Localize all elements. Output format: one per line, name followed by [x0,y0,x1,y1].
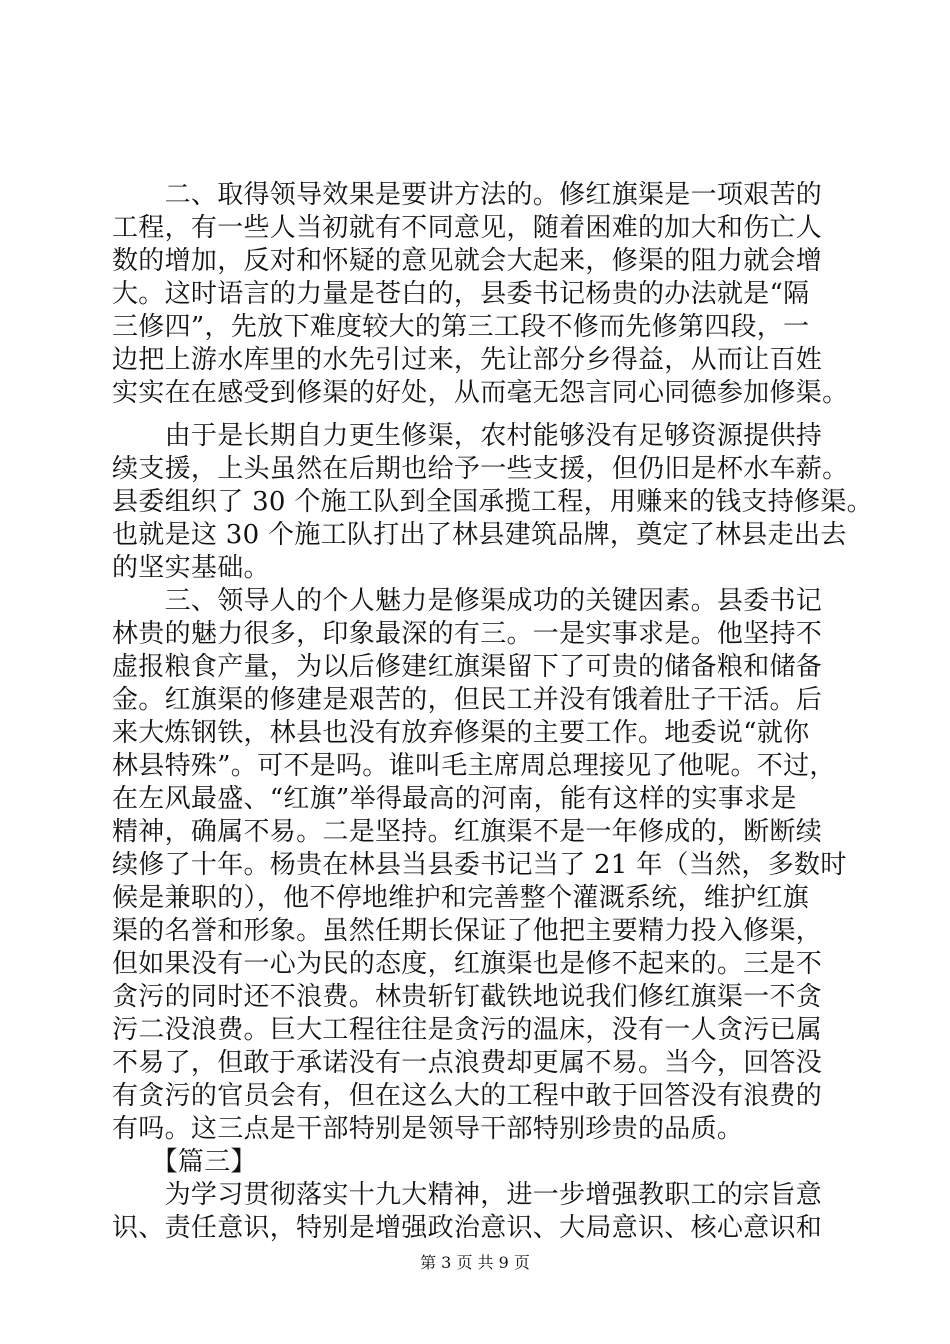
text-line: 林县特殊”。可不是吗。谁叫毛主席周总理接见了他呢。不过， [112,751,836,781]
text-line: 来大炼钢铁，林县也没有放弃修渠的主要工作。地委说“就你 [112,718,810,748]
text-line: 有贪污的官员会有，但在这么大的工程中敢于回答没有浪费的 [112,1081,823,1111]
text-line: 县委组织了 30 个施工队到全国承揽工程，用赚来的钱支持修渠。 [112,487,873,517]
text-line: 贪污的同时还不浪费。林贵斩钉截铁地说我们修红旗渠一不贪 [112,982,823,1012]
text-line: 渠的名誉和形象。虽然任期长保证了他把主要精力投入修渠， [112,916,823,946]
section-heading: 【篇三】 [112,1147,257,1177]
text-line: 三修四”，先放下难度较大的第三工段不修而先修第四段，一 [112,312,810,342]
text-line: 为学习贯彻落实十九大精神，进一步增强教职工的宗旨意 [112,1180,823,1210]
text-line: 的坚实基础。 [112,553,270,583]
text-line: 也就是这 30 个施工队打出了林县建筑品牌，奠定了林县走出去 [112,520,847,550]
text-line: 三、领导人的个人魅力是修渠成功的关键因素。县委书记 [112,586,823,616]
paragraph-charisma [112,585,847,1245]
text-line: 有吗。这三点是干部特别是领导干部特别珍贵的品质。 [112,1114,744,1144]
text-line: 不易了，但敢于承诺没有一点浪费却更属不易。当今，回答没 [112,1048,823,1078]
text-line: 数的增加，反对和怀疑的意见就会大起来，修渠的阻力就会增 [112,246,823,276]
text-line: 但如果没有一心为民的态度，红旗渠也是修不起来的。三是不 [112,949,823,979]
text-line: 二、取得领导效果是要讲方法的。修红旗渠是一项艰苦的 [112,180,823,210]
text-line: 续支援，上头虽然在后期也给予一些支援，但仍旧是杯水车薪。 [112,454,849,484]
text-line: 续修了十年。杨贵在林县当县委书记当了 21 年（当然，多数时 [112,850,847,880]
text-line: 精神，确属不易。二是坚持。红旗渠不是一年修成的，断断续 [112,817,823,847]
text-line: 实实在在感受到修渠的好处，从而毫无怨言同心同德参加修渠。 [112,378,849,408]
text-line: 林贵的魅力很多，印象最深的有三。一是实事求是。他坚持不 [112,619,823,649]
text-line: 候是兼职的），他不停地维护和完善整个灌溉系统，维护红旗 [112,883,810,913]
text-line: 边把上游水库里的水先引过来，先让部分乡得益，从而让百姓 [112,345,823,375]
paragraph-methods [112,179,849,410]
paragraph-funding [112,420,873,585]
page-number-footer: 第 3 页 共 9 页 [420,1253,530,1272]
text-line: 在左风最盛、“红旗”举得最高的河南，能有这样的实事求是 [112,784,797,814]
text-line: 工程，有一些人当初就有不同意见，随着困难的加大和伤亡人 [112,213,823,243]
text-line: 金。红旗渠的修建是艰苦的，但民工并没有饿着肚子干活。后 [112,685,823,715]
text-line: 由于是长期自力更生修渠，农村能够没有足够资源提供持 [112,421,823,451]
text-line: 大。这时语言的力量是苍白的，县委书记杨贵的办法就是“隔 [112,279,810,309]
text-line: 污二没浪费。巨大工程往往是贪污的温床，没有一人贪污已属 [112,1015,823,1045]
text-line: 识、责任意识，特别是增强政治意识、大局意识、核心意识和 [112,1213,823,1243]
text-line: 虚报粮食产量，为以后修建红旗渠留下了可贵的储备粮和储备 [112,652,823,682]
